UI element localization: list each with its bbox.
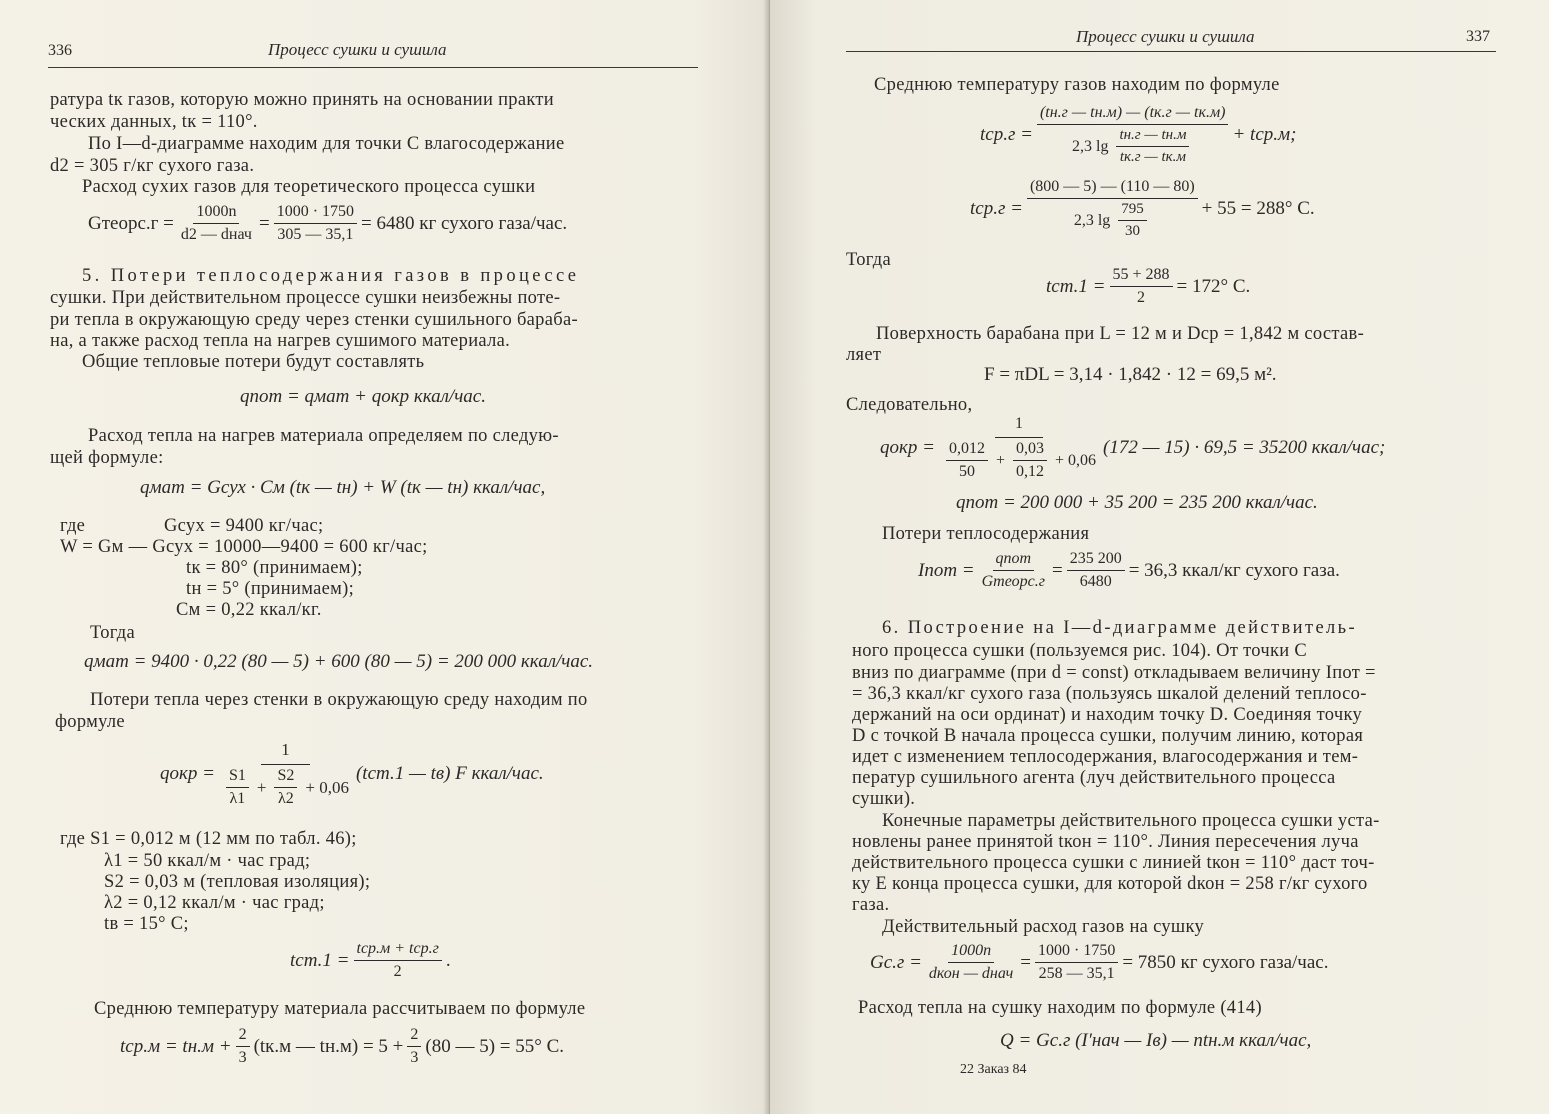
eq-lhs: Iпот = — [918, 559, 975, 581]
section-heading: 5. Потери теплосодержания газов в процессе — [82, 266, 580, 286]
fraction — [219, 740, 352, 808]
equation-qmat: qмат = Gсух · Cм (tк — tн) + W (tк — tн) ккал/час, — [140, 477, 546, 498]
fraction — [1027, 178, 1198, 240]
denominator: 30 — [1125, 223, 1141, 239]
text-line: По I—d-диаграмме находим для точки C влагосодержание — [88, 134, 565, 154]
where-item: tн = 5° (принимаем); — [186, 579, 355, 599]
eq-lhs: qокр = — [160, 763, 215, 784]
text-line: d2 = 305 г/кг сухого газа. — [50, 156, 255, 176]
text-line: на, а также расход тепла на нагрев сушимого материала. — [50, 331, 511, 351]
right-page — [770, 0, 1549, 1114]
fraction — [1118, 201, 1147, 240]
where-item: tк = 80° (принимаем); — [186, 558, 363, 578]
eq-rhs: (172 — 15) · 69,5 = 35200 ккал/час; — [1103, 437, 1386, 458]
where-item: W = Gм — Gсух = 10000—9400 = 600 кг/час; — [60, 537, 428, 557]
text-line: действительного процесса сушки с линией tкон = 110° даст точ- — [852, 853, 1375, 873]
text-line: Расход тепла на сушку находим по формуле (414) — [858, 998, 1262, 1018]
fraction — [1110, 266, 1173, 307]
eq-rhs: = 7850 кг сухого газа/час. — [1122, 951, 1329, 973]
text-line: Следовательно, — [846, 395, 973, 415]
denominator: $\frac{0,012}{50}$ + $\frac{0,03}{0,12}$ + 0,06 — [939, 438, 1099, 481]
fraction — [1067, 550, 1125, 591]
numerator: tср.м + tср.г — [354, 940, 442, 961]
page-number-left: 336 — [48, 42, 72, 59]
fraction — [407, 1026, 421, 1067]
numerator: 1000n — [948, 942, 994, 963]
where-item: tв = 15° C; — [104, 914, 189, 934]
fraction — [946, 440, 988, 481]
fraction — [236, 1026, 250, 1067]
running-header-right: Процесс сушки и сушила — [1076, 27, 1255, 46]
where-item: где S1 = 0,012 м (12 мм по табл. 46); — [60, 829, 357, 849]
running-header-left: Процесс сушки и сушила — [268, 40, 447, 59]
text-line: идет с изменением теплосодержания, влагосодержания и тем- — [852, 747, 1359, 767]
equation-Gsg: Gс.г = $\frac{1000n}{\text{dкон — dнач}}$ = $\frac{1000 \cdot 1750}{258 — 35,1}$ = 7850 кг сухого газа/час. — [870, 942, 1329, 982]
text-line: новлены ранее принятой tкон = 110°. Линия пересечения луча — [852, 832, 1359, 852]
numerator: 55 + 288 — [1110, 266, 1173, 287]
header-rule-right — [846, 51, 1496, 52]
where-label: где — [60, 516, 86, 536]
text-line: газа. — [852, 895, 890, 915]
numerator: 2 — [407, 1026, 421, 1047]
equation-tsrg-calc — [970, 178, 1315, 240]
where-item: λ2 = 0,12 ккал/м · час град; — [104, 893, 325, 913]
where-item: Cм = 0,22 ккал/кг. — [176, 600, 322, 620]
fraction — [274, 203, 357, 244]
text-line: Конечные параметры действительного процесса сушки уста- — [882, 811, 1380, 831]
text-line: Потери тепла через стенки в окружающую среду находим по — [90, 690, 588, 710]
text-line: Среднюю температуру материала рассчитываем по формуле — [94, 999, 586, 1019]
denominator: 3 — [238, 1049, 247, 1066]
equation-qpot: qпот = qмат + qокр ккал/час. — [240, 386, 486, 407]
where-item: Gсух = 9400 кг/час; — [164, 516, 324, 536]
text-line: D с точкой B начала процесса сушки, получим линию, которая — [852, 726, 1364, 746]
fraction — [939, 415, 1099, 481]
eq-rhs: . — [445, 949, 451, 971]
text-line: Среднюю температуру газов находим по формуле — [874, 75, 1280, 95]
denominator: $\frac{S1}{\lambda 1}$ + $\frac{S2}{\lambda 2}$ + 0,06 — [219, 765, 352, 808]
fraction — [979, 550, 1048, 591]
numerator: 795 — [1118, 201, 1147, 221]
equation-qokr-calc — [880, 415, 1385, 481]
text-line: Тогда — [846, 250, 891, 270]
text-line: сушки. При действительном процессе сушки неизбежны поте- — [50, 288, 561, 308]
text-line: ператур сушильного агента (луч действительного процесса — [852, 768, 1336, 788]
equation-tst-calc — [1046, 266, 1250, 307]
text-line: Общие тепловые потери будут составлять — [82, 352, 425, 372]
header-rule-left — [48, 67, 698, 68]
numerator: 1 — [995, 415, 1043, 438]
equation-qmat-calc: qмат = 9400 · 0,22 (80 — 5) + 600 (80 — 5) = 200 000 ккал/час. — [84, 651, 594, 672]
numerator: 0,012 — [946, 440, 988, 461]
equation-Q: Q = Gс.г (I′нач — Iв) — ntн.м ккал/час, — [1000, 1030, 1312, 1051]
numerator: tн.г — tн.м — [1116, 127, 1189, 147]
eq-rhs: + 55 = 288° C. — [1201, 198, 1315, 219]
where-item: S2 = 0,03 м (тепловая изоляция); — [104, 872, 371, 892]
text-line: = 36,3 ккал/кг сухого газа (пользуясь шкалой делений теплосо- — [852, 684, 1367, 704]
text-line: Потери теплосодержания — [882, 524, 1090, 544]
text-line: ного процесса сушки (пользуемся рис. 104). От точки C — [852, 641, 1308, 661]
equation-tsrm — [120, 1026, 564, 1067]
denominator: 2 — [393, 963, 402, 980]
denominator: 258 — 35,1 — [1038, 965, 1115, 982]
equation-F: F = πDL = 3,14 · 1,842 · 12 = 69,5 м². — [984, 364, 1277, 385]
eq-mid: (tк.м — tн.м) = 5 + — [253, 1035, 404, 1057]
denominator — [1069, 125, 1196, 166]
fraction — [1116, 127, 1189, 166]
text-line: ри тепла в окружающую среду через стенки сушильного бараба- — [50, 310, 578, 330]
text-line: ляет — [846, 345, 882, 365]
numerator: 1000 · 1750 — [274, 203, 357, 224]
numerator: qпот — [993, 550, 1035, 571]
text-line: Действительный расход газов на сушку — [882, 917, 1205, 937]
numerator: 0,03 — [1013, 440, 1047, 461]
eq-rhs: (tст.1 — tв) F ккал/час. — [355, 763, 544, 784]
numerator: (tн.г — tн.м) — (tк.г — tк.м) — [1037, 104, 1229, 125]
eq-lhs: qокр = — [880, 437, 935, 458]
denominator: 305 — 35,1 — [277, 226, 354, 243]
eq-rhs: (80 — 5) = 55° C. — [425, 1035, 565, 1057]
log-prefix: 2,3 lg — [1073, 211, 1111, 229]
page-number-right: 337 — [1466, 28, 1490, 45]
numerator: 1000n — [193, 203, 239, 224]
text-line: ческих данных, tк = 110°. — [50, 112, 258, 132]
denominator: 2 — [1137, 289, 1146, 306]
text-line: Расход тепла на нагрев материала определяем по следую- — [88, 426, 559, 446]
denominator: Gтеорс.г — [981, 573, 1045, 590]
fraction — [1035, 942, 1118, 983]
eq-lhs: tср.г = — [970, 198, 1023, 219]
equation-tsrg-general — [980, 104, 1296, 166]
text-line: Поверхность барабана при L = 12 м и Dср = 1,842 м состав- — [876, 324, 1365, 344]
denominator: λ2 — [278, 790, 294, 807]
eq-lhs: tср.г = — [980, 124, 1033, 145]
log-prefix: 2,3 lg — [1072, 137, 1109, 155]
numerator: 1000 · 1750 — [1035, 942, 1118, 963]
left-page — [0, 0, 770, 1114]
fraction — [274, 767, 297, 808]
text-line: сушки). — [852, 789, 916, 809]
denominator: d2 — dнач — [180, 226, 252, 243]
denominator: 3 — [410, 1049, 419, 1066]
fraction — [226, 767, 249, 808]
denominator: 50 — [958, 463, 975, 480]
denominator — [1071, 199, 1154, 240]
eq-lhs: Gс.г = — [870, 951, 922, 973]
text-line: держаний на оси ординат) и находим точку D. Соединяя точку — [852, 705, 1363, 725]
fraction — [1037, 104, 1229, 166]
signature-footer: 22 Заказ 84 — [960, 1062, 1027, 1077]
eq-lhs: tст.1 = — [290, 949, 350, 971]
numerator: 235 200 — [1067, 550, 1125, 571]
numerator: 1 — [261, 740, 310, 765]
denominator: 6480 — [1079, 573, 1112, 590]
equation-Ipot: Iпот = $\frac{\text{qпот}}{\text{Gтеорс.г}}$ = $\frac{235 200}{6480}$ = 36,3 ккал/кг сухого газа. — [918, 550, 1340, 590]
numerator: S2 — [274, 767, 297, 788]
text-line: Расход сухих газов для теоретического процесса сушки — [82, 177, 536, 197]
eq-rhs: = 6480 кг сухого газа/час. — [361, 212, 568, 234]
numerator: (800 — 5) — (110 — 80) — [1027, 178, 1198, 199]
eq-lhs: tср.м = tн.м + — [120, 1035, 232, 1057]
numerator: 2 — [236, 1026, 250, 1047]
numerator: S1 — [226, 767, 249, 788]
fraction — [354, 940, 442, 981]
eq-lhs: tст.1 = — [1046, 275, 1106, 297]
text-line: ку E конца процесса сушки, для которой dкон = 258 г/кг сухого — [852, 874, 1368, 894]
equation-tst-general — [290, 940, 451, 981]
denominator: 0,12 — [1016, 463, 1044, 480]
text-line: формуле — [55, 712, 125, 732]
denominator: tк.г — tк.м — [1119, 149, 1187, 165]
eq-rhs: + tср.м; — [1232, 124, 1297, 145]
text-line: ратура tк газов, которую можно принять на основании практи — [50, 90, 554, 110]
denominator: λ1 — [229, 790, 246, 807]
text-line: вниз по диаграмме (при d = const) откладываем величину Iпот = — [852, 663, 1376, 683]
equation-qpot-calc: qпот = 200 000 + 35 200 = 235 200 ккал/час. — [956, 492, 1318, 513]
eq-tail: + 0,06 — [305, 777, 349, 797]
eq-lhs: Gтеорс.г = — [88, 212, 174, 234]
fraction — [926, 942, 1016, 983]
text-line: Тогда — [90, 623, 135, 643]
fraction — [1013, 440, 1047, 481]
where-item: λ1 = 50 ккал/м · час град; — [104, 851, 311, 871]
section-heading: 6. Построение на I—d-диаграмме действитель- — [882, 618, 1358, 638]
equation-gteor: Gтеорс.г = $\frac{1000n}{\text{d2 — dнач}}$ = $\frac{1000 \cdot 1750}{305 — 35,1}$ = 6480 кг сухого газа/час. — [88, 203, 568, 243]
eq-tail: + 0,06 — [1055, 451, 1097, 469]
text-line: щей формуле: — [50, 448, 164, 468]
eq-rhs: = 172° C. — [1176, 275, 1251, 297]
fraction — [178, 203, 255, 244]
equation-qokr — [160, 740, 544, 808]
denominator: dкон — dнач — [928, 965, 1014, 982]
eq-rhs: = 36,3 ккал/кг сухого газа. — [1128, 559, 1340, 581]
